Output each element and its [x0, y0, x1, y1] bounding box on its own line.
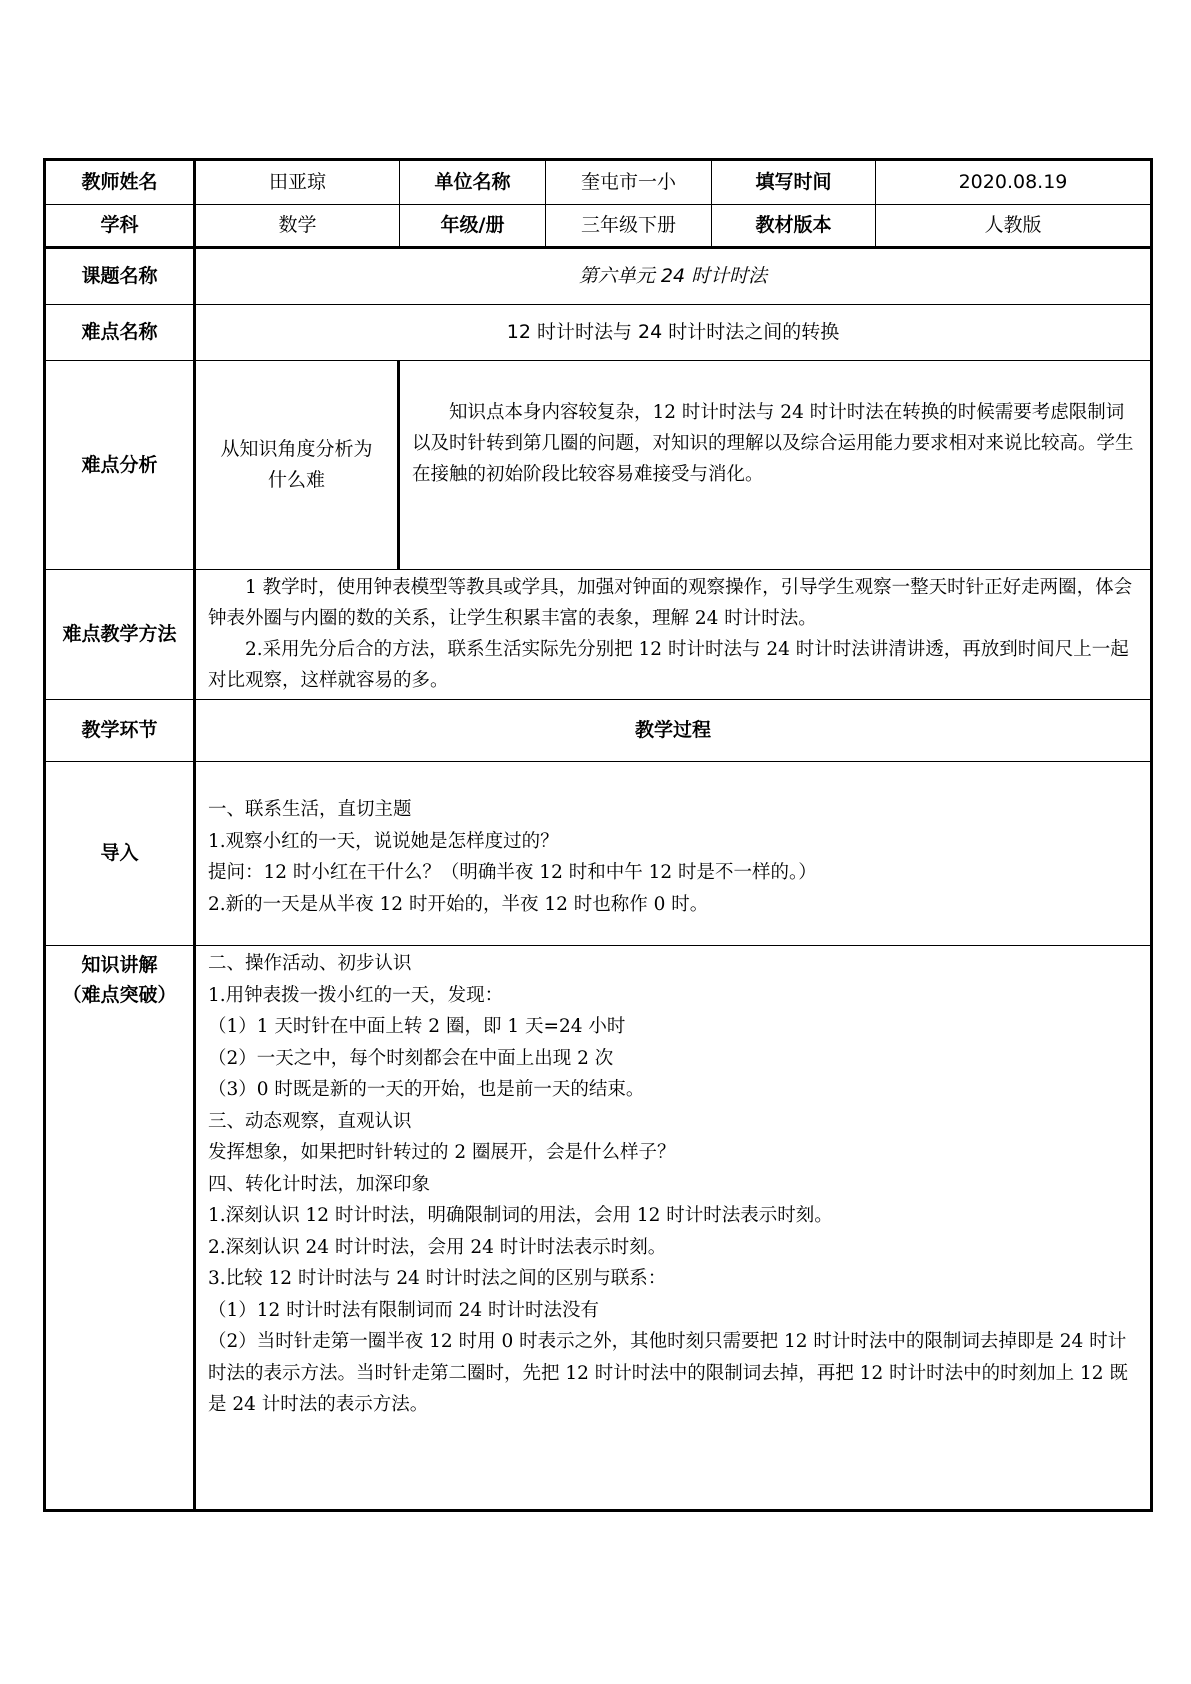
grade-value: 三年级下册	[546, 205, 712, 249]
intro-line: 一、联系生活，直切主题	[208, 799, 412, 820]
method-text	[196, 570, 1150, 700]
intro-line: 提问：12 时小红在干什么？（明确半夜 12 时和中午 12 时是不一样的。）	[208, 862, 817, 883]
knowledge-line: 1.深刻认识 12 时计时法，明确限制词的用法，会用 12 时计时法表示时刻。	[208, 1205, 833, 1226]
topic-value: 第六单元 24 时计时法	[196, 249, 1150, 305]
knowledge-line: 3.比较 12 时计时法与 24 时计时法之间的区别与联系：	[208, 1268, 667, 1289]
knowledge-line: 2.深刻认识 24 时计时法，会用 24 时计时法表示时刻。	[208, 1236, 667, 1258]
intro-content	[196, 762, 1150, 946]
analysis-sub-label	[196, 361, 400, 570]
fill-date-value: 2020.08.19	[876, 161, 1150, 205]
knowledge-line: 二、操作活动、初步认识	[208, 953, 412, 974]
unit-name-label: 单位名称	[400, 161, 546, 205]
intro-lines	[196, 794, 1150, 920]
process-header-value: 教学过程	[196, 700, 1150, 762]
process-stage-label: 教学环节	[46, 700, 196, 762]
difficulty-value: 12 时计时法与 24 时计时法之间的转换	[196, 305, 1150, 361]
knowledge-line: 四、转化计时法，加深印象	[208, 1173, 431, 1195]
method-paragraph-2: 2.采用先分后合的方法，联系生活实际先分别把 12 时计时法与 24 时计时法讲清讲透，再放到时间尺上一起对比观察，这样就容易的多。	[208, 639, 1129, 691]
knowledge-line: （2）当时针走第一圈半夜 12 时用 0 时表示之外，其他时刻只需要把 12 时计时法中的限制词去掉即是 24 时计时法的表示方法。当时针走第二圈时，先把 12 时计时法中的限制词去掉，再把 12 时计时法中的时刻加上 12 既是 24 计时法的表示方法。	[208, 1331, 1128, 1415]
knowledge-content	[196, 946, 1150, 1509]
knowledge-label	[46, 946, 196, 1509]
edition-value: 人教版	[876, 205, 1150, 249]
lesson-plan-table	[43, 158, 1153, 1512]
topic-label: 课题名称	[46, 249, 196, 305]
subject-label: 学科	[46, 205, 196, 249]
method-paragraph-1: 1 教学时，使用钟表模型等教具或学具，加强对钟面的观察操作，引导学生观察一整天时针正好走两圈，体会钟表外圈与内圈的数的关系，让学生积累丰富的表象，理解 24 时计时法。	[208, 577, 1133, 629]
analysis-paragraph: 知识点本身内容较复杂，12 时计时法与 24 时计时法在转换的时候需要考虑限制词以及时针转到第几圈的问题，对知识的理解以及综合运用能力要求相对来说比较高。学生在接触的初始阶段比较容易难接受与消化。	[412, 402, 1134, 485]
knowledge-line: 三、动态观察，直观认识	[208, 1110, 412, 1132]
knowledge-line: （1）12 时计时法有限制词而 24 时计时法没有	[208, 1299, 599, 1321]
edition-label: 教材版本	[712, 205, 876, 249]
knowledge-label-line1: 知识讲解	[81, 954, 158, 976]
analysis-text	[400, 361, 1150, 570]
fill-date-label: 填写时间	[712, 161, 876, 205]
analysis-sub-label-line1: 从知识角度分析为	[220, 438, 373, 460]
unit-name-value: 奎屯市一小	[546, 161, 712, 205]
knowledge-label-line2: （难点突破）	[62, 984, 177, 1006]
teacher-name-value: 田亚琼	[196, 161, 400, 205]
grade-label: 年级/册	[400, 205, 546, 249]
analysis-label: 难点分析	[46, 361, 196, 570]
intro-line: 2.新的一天是从半夜 12 时开始的，半夜 12 时也称作 0 时。	[208, 893, 709, 915]
teacher-name-label: 教师姓名	[46, 161, 196, 205]
knowledge-line: 发挥想象，如果把时针转过的 2 圈展开，会是什么样子？	[208, 1142, 676, 1163]
knowledge-lines	[196, 948, 1150, 1421]
subject-value: 数学	[196, 205, 400, 249]
intro-label: 导入	[46, 762, 196, 946]
method-label: 难点教学方法	[46, 570, 196, 700]
knowledge-line: 1.用钟表拨一拨小红的一天，发现：	[208, 984, 504, 1006]
analysis-sub-label-line2: 什么难	[267, 469, 325, 491]
difficulty-label: 难点名称	[46, 305, 196, 361]
knowledge-line: （2）一天之中，每个时刻都会在中面上出现 2 次	[208, 1047, 614, 1069]
knowledge-line: （3）0 时既是新的一天的开始，也是前一天的结束。	[208, 1079, 645, 1100]
intro-line: 1.观察小红的一天，说说她是怎样度过的？	[208, 830, 559, 852]
knowledge-line: （1）1 天时针在中面上转 2 圈，即 1 天=24 小时	[208, 1016, 626, 1037]
